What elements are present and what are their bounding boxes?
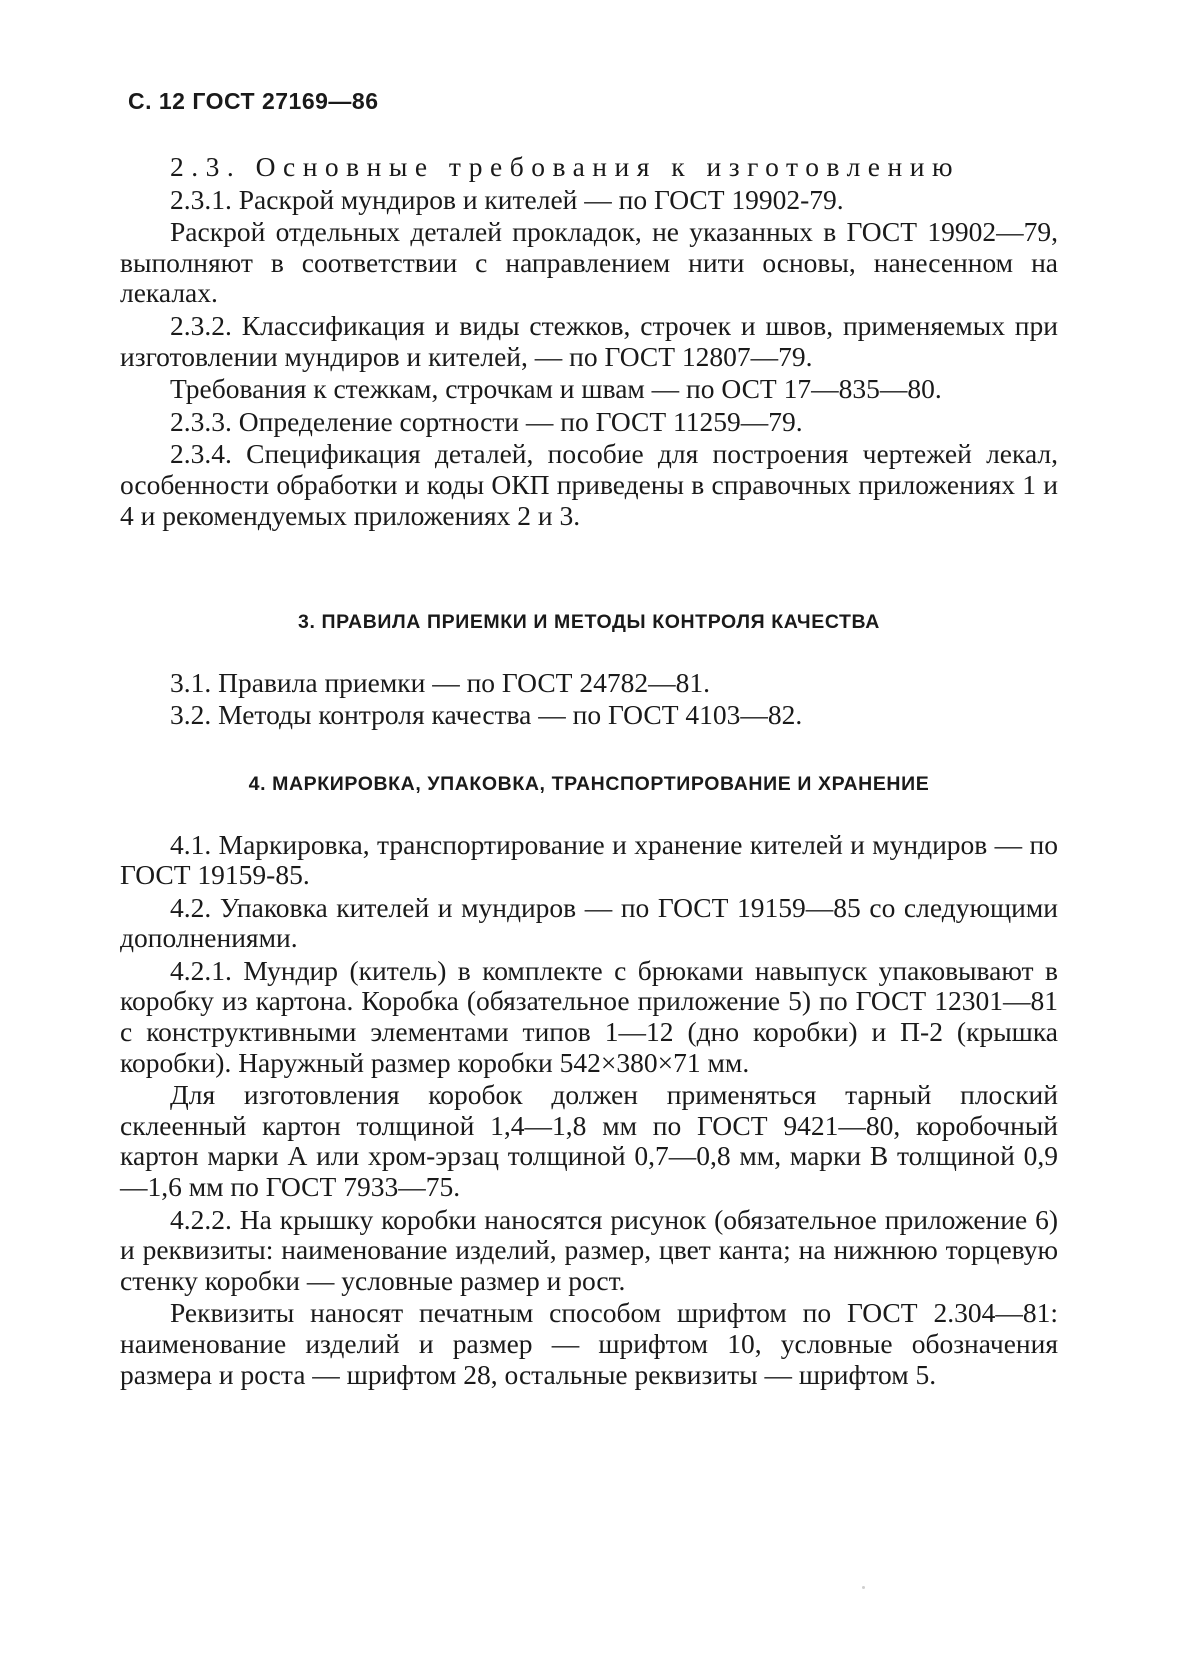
paragraph-4-1: 4.1. Маркировка, транспортирование и хранение кителей и мундиров — по ГОСТ 19159-85. — [120, 828, 1058, 891]
paragraph-2-3-1: 2.3.1. Раскрой мундиров и кителей — по ГОСТ 19902-79. — [170, 183, 844, 215]
page-header — [128, 88, 379, 115]
paragraph-4-2-1-continued: Для изготовления коробок должен применяться тарный плоский склеенный картон толщиной 1,4—1,8 мм по ГОСТ 9421—80, коробочный картон марки А или хром-эрзац толщиной 0,7—0,8 мм, марки В толщиной 0,9—1,6 мм по ГОСТ 7933—75. — [120, 1079, 1058, 1203]
section-3-title: 3. ПРАВИЛА ПРИЕМКИ И МЕТОДЫ КОНТРОЛЯ КАЧЕСТВА — [298, 611, 880, 634]
paragraph-2-3-2-continued: Требования к стежкам, строчкам и швам — по ОСТ 17—835—80. — [170, 373, 942, 405]
paragraph-2-3-2: 2.3.2. Классификация и виды стежков, строчек и швов, применяемых при изготовлении мундиров и кителей, — по ГОСТ 12807—79. — [120, 309, 1058, 372]
standard-number: ГОСТ 27169—86 — [192, 88, 379, 114]
paragraph-2-3: 2.3. Основные требования к изготовлению — [170, 151, 960, 182]
document-body — [120, 152, 1058, 1390]
paragraph-4-2-2-continued: Реквизиты наносят печатным способом шрифтом по ГОСТ 2.304—81: наименование изделий и размер — шрифтом 10, условные обозначения размера и роста — шрифтом 28, остальные реквизиты — шрифтом 5. — [120, 1297, 1058, 1390]
page-number: С. 12 — [128, 88, 186, 114]
paragraph-3-2: 3.2. Методы контроля качества — по ГОСТ 4103—82. — [170, 699, 803, 731]
section-4-title: 4. МАРКИРОВКА, УПАКОВКА, ТРАНСПОРТИРОВАНИЕ И ХРАНЕНИЕ — [248, 772, 930, 795]
scan-speck — [862, 1586, 865, 1589]
paragraph-3-1: 3.1. Правила приемки — по ГОСТ 24782—81. — [170, 666, 710, 698]
paragraph-2-3-1-continued: Раскрой отдельных деталей прокладок, не указанных в ГОСТ 19902—79, выполняют в соответствии с направлением нити основы, нанесенном на лекалах. — [120, 216, 1058, 309]
paragraph-4-2-2: 4.2.2. На крышку коробки наносятся рисунок (обязательное приложение 6) и реквизиты: наименование изделий, размер, цвет канта; на нижнюю торцевую стенку коробки — условные размер и рост. — [120, 1203, 1058, 1296]
paragraph-4-2-1: 4.2.1. Мундир (китель) в комплекте с брюками навыпуск упаковывают в коробку из картона. Коробка (обязательное приложение 5) по ГОСТ 12301—81 с конструктивными элементами типов 1—12 (дно коробки) и П-2 (крышка коробки). Наружный размер коробки 542×380×71 мм. — [120, 954, 1058, 1078]
paragraph-2-3-4: 2.3.4. Спецификация деталей, пособие для построения чертежей лекал, особенности обработки и коды ОКП приведены в справочных приложениях 1 и 4 и рекомендуемых приложениях 2 и 3. — [120, 438, 1058, 531]
paragraph-4-2: 4.2. Упаковка кителей и мундиров — по ГОСТ 19159—85 со следующими дополнениями. — [120, 891, 1058, 954]
paragraph-2-3-3: 2.3.3. Определение сортности — по ГОСТ 11259—79. — [170, 405, 803, 437]
